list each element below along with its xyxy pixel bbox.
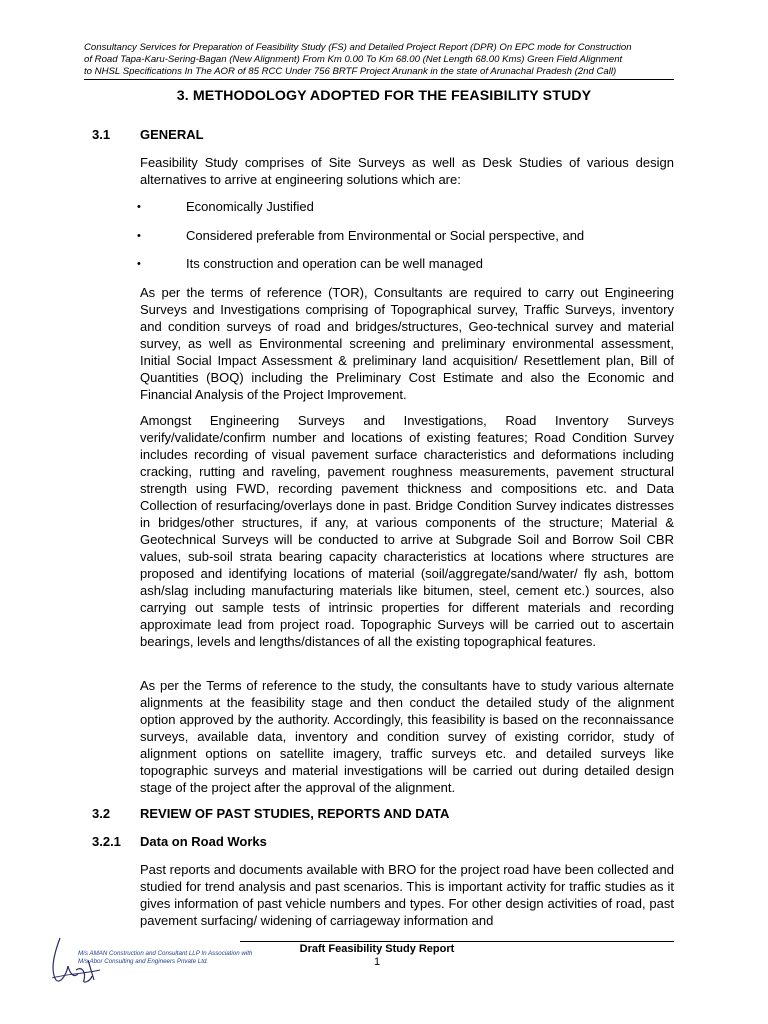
subsection-title-road-works: Data on Road Works xyxy=(140,834,267,849)
bullet-icon: • xyxy=(137,201,141,213)
section-number-review: 3.2 xyxy=(92,806,111,821)
header-line-1: Consultancy Services for Preparation of Feasibility Study (FS) and Detailed Project Report (DPR) On EPC mode for Construction xyxy=(84,42,632,53)
page-number: 1 xyxy=(373,956,381,968)
bullet-icon: • xyxy=(137,230,141,242)
chapter-title: 3. METHODOLOGY ADOPTED FOR THE FEASIBILITY STUDY xyxy=(176,88,592,104)
logo-line-2: M/s Abor Consulting and Engineers Private Ltd. xyxy=(78,958,209,965)
company-logo xyxy=(46,930,253,990)
footer-title: Draft Feasibility Study Report xyxy=(299,943,455,955)
header-line-2: of Road Tapa-Karu-Sering-Bagan (New Alignment) From Km 0.00 To Km 68.00 (Net Length 68.00 Kms) Green Field Alignment xyxy=(84,54,623,66)
bullet-item-3: Its construction and operation can be well managed xyxy=(186,256,484,271)
surveys-paragraph: Amongst Engineering Surveys and Investigations, Road Inventory Surveys verify/validate/confirm number and locations of existing features; Road Condition Survey includes recording of visual pavement surface characteristics and deformations including cracking, rutting and raveling, pavement roughness measurements, pavement structural strength using FWD, recording pavement thickness and compositions etc. and Data Collection of resurfacing/overlays done in past. Bridge Condition Survey indicates distresses in bridges/other structures, if any, at various components of the structure; Material & Geotechnical Surveys will be conducted to arrive at Subgrade Soil and Borrow Soil CBR values, sub-soil strata bearing capacity characteristics at locations where structures are proposed and identifying locations of material (soil/aggregate/sand/water/ fly ash, bottom ash/slag including manufacturing materials like bitumen, steel, cement etc.) sources, also carrying out sample tests of intrinsic properties for different materials and recording approximate lead from project road. Topographic Surveys will be carried out to ascertain bearings, levels and lengths/distances of all the existing topographical features. xyxy=(140,413,674,649)
header-line-3: to NHSL Specifications In The AOR of 85 RCC Under 756 BRTF Project Arunank in the state of Arunachal Pradesh (2nd Call) xyxy=(84,66,617,78)
road-works-paragraph: Past reports and documents available with BRO for the project road have been collected and studied for trend analysis and past scenarios. This is important activity for traffic studies as it gives information of past vehicle numbers and types. For other design activities of road, past pavement surfacing/ widening of carriageway information and xyxy=(140,862,674,928)
alignment-paragraph: As per the Terms of reference to the study, the consultants have to study various alternate alignments at the feasibility stage and then conduct the detailed study of the alignment option approved by the authority. Accordingly, this feasibility is based on the reconnaissance surveys, available data, inventory and condition survey of existing corridor, study of alignment options on satellite imagery, traffic surveys etc. and detailed surveys like topographic surveys and material investigations will be carried out during detailed design stage of the project after the approval of the alignment. xyxy=(140,678,674,795)
running-header xyxy=(84,42,674,79)
bullet-icon: • xyxy=(137,258,141,270)
bullet-item-2: Considered preferable from Environmental or Social perspective, and xyxy=(186,228,585,243)
section-number-general: 3.1 xyxy=(92,127,111,142)
logo-line-1: M/s AMAN Construction and Consultant LLP In Association with xyxy=(78,950,253,957)
bullet-item-1: Economically Justified xyxy=(186,199,314,214)
subsection-number-road-works: 3.2.1 xyxy=(92,834,121,849)
section-title-general: GENERAL xyxy=(140,127,204,142)
header-divider xyxy=(84,79,674,80)
logo-company-text xyxy=(78,950,253,966)
tor-paragraph: As per the terms of reference (TOR), Consultants are required to carry out Engineering Surveys and Investigations comprising of Topographical survey, Traffic Surveys, inventory and condition surveys of road and bridges/structures, Geo-technical survey and material survey, as well as Environmental screening and preliminary environmental assessment, Initial Social Impact Assessment & preliminary land acquisition/ Resettlement plan, Bill of Quantities (BOQ) including the Preliminary Cost Estimate and also the Economic and Financial Analysis of the Project Improvement. xyxy=(140,285,674,402)
general-intro-paragraph: Feasibility Study comprises of Site Surveys as well as Desk Studies of various design alternatives to arrive at engineering solutions which are: xyxy=(140,155,674,187)
footer-divider xyxy=(240,941,674,942)
section-title-review: REVIEW OF PAST STUDIES, REPORTS AND DATA xyxy=(140,806,450,821)
